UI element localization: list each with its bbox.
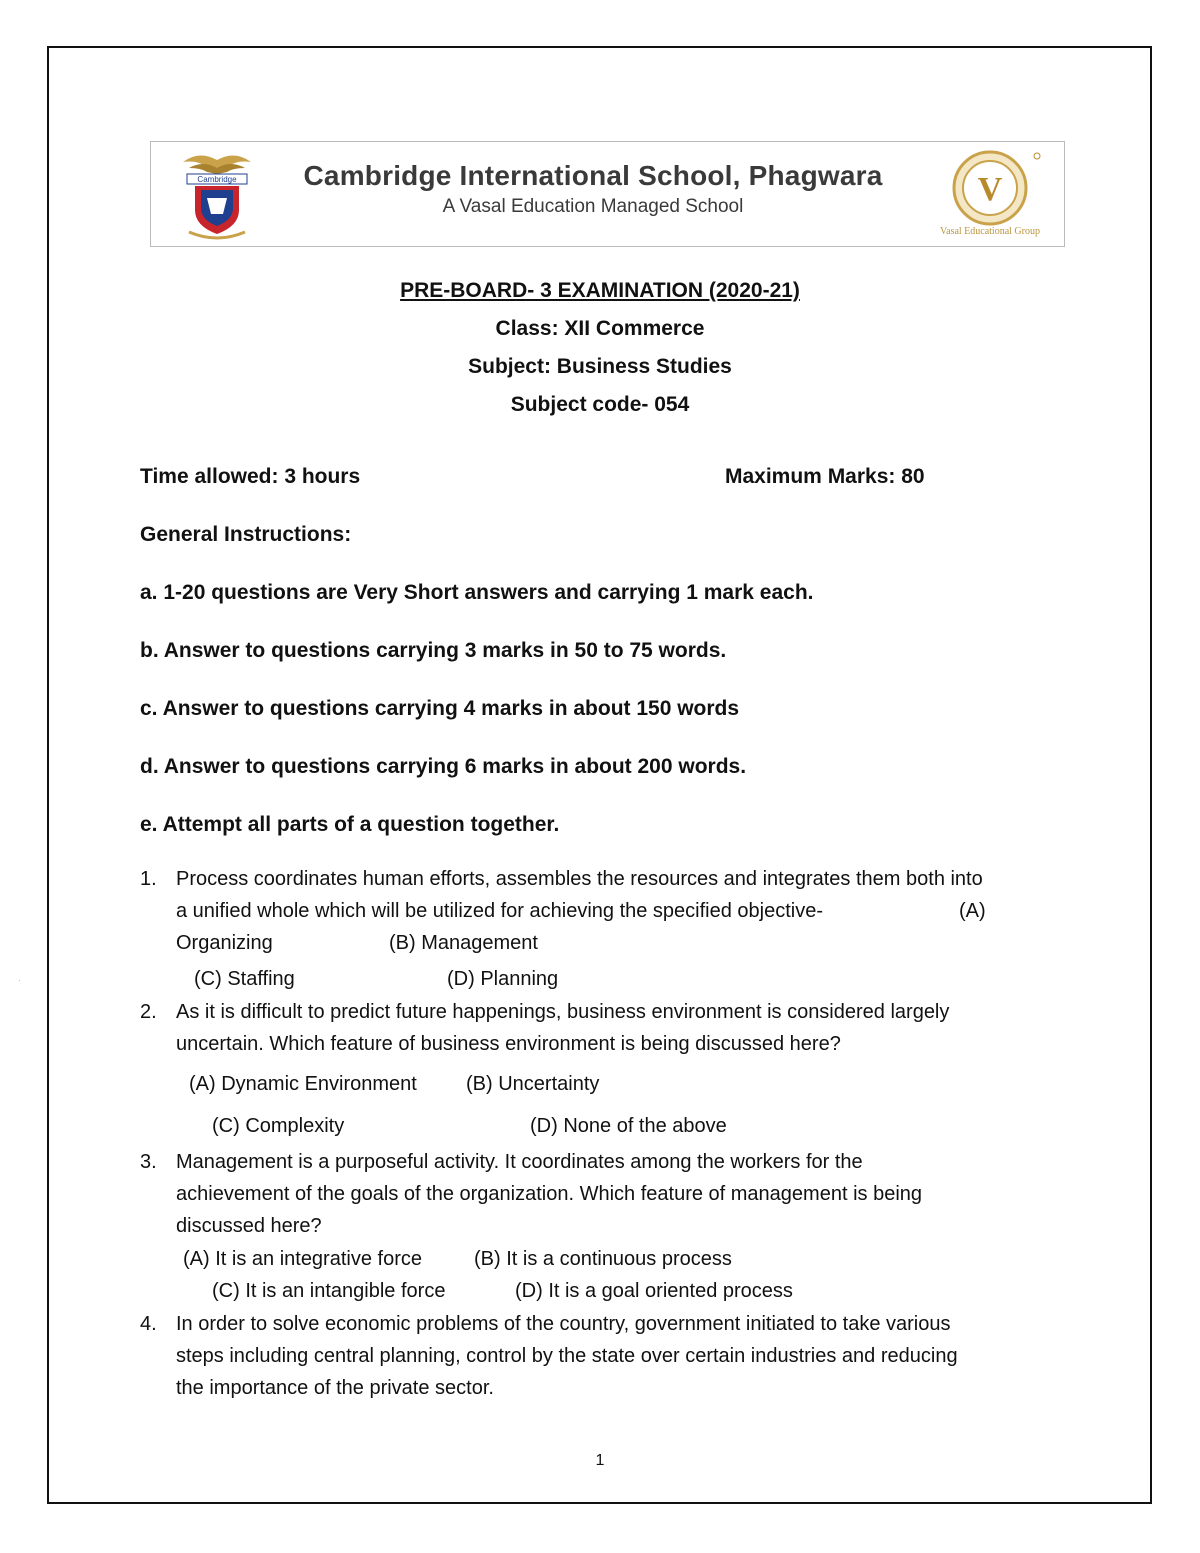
time-allowed: Time allowed: 3 hours xyxy=(140,465,361,488)
question-number: 2. xyxy=(140,1001,157,1023)
class-line: Class: XII Commerce xyxy=(495,317,705,340)
question-text-line: uncertain. Which feature of business environment is being discussed here? xyxy=(176,1033,841,1055)
option-c: (C) Staffing xyxy=(194,968,295,990)
question-text-line: Process coordinates human efforts, assembles the resources and integrates them both into xyxy=(176,868,983,890)
option-a-text: Organizing xyxy=(176,932,273,954)
letterhead xyxy=(150,141,1065,247)
stray-mark: · xyxy=(18,976,21,985)
seal-letter: V xyxy=(977,171,1003,208)
instruction-item: a. 1-20 questions are Very Short answers and carrying 1 mark each. xyxy=(140,581,814,604)
crest-label: Cambridge xyxy=(197,175,237,184)
instruction-item: c. Answer to questions carrying 4 marks in about 150 words xyxy=(140,697,740,720)
question-text-line: discussed here? xyxy=(176,1215,322,1237)
question-text-line: steps including central planning, control by the state over certain industries and reducing xyxy=(176,1345,958,1367)
option-c: (C) It is an intangible force xyxy=(212,1280,446,1302)
school-tagline: A Vasal Education Managed School xyxy=(442,196,744,217)
option-d: (D) None of the above xyxy=(530,1115,727,1137)
instruction-item: d. Answer to questions carrying 6 marks in about 200 words. xyxy=(140,755,747,778)
option-d: (D) It is a goal oriented process xyxy=(515,1280,793,1302)
maximum-marks: Maximum Marks: 80 xyxy=(725,465,925,488)
option-b: (B) It is a continuous process xyxy=(474,1248,732,1270)
question-number: 1. xyxy=(140,868,157,890)
instruction-item: e. Attempt all parts of a question together. xyxy=(140,813,560,836)
option-b: (B) Management xyxy=(389,932,538,954)
school-crest-icon xyxy=(179,148,255,242)
option-a: (A) Dynamic Environment xyxy=(189,1073,417,1095)
question-text-line: the importance of the private sector. xyxy=(176,1377,494,1399)
question-text-line: As it is difficult to predict future happenings, business environment is considered largely xyxy=(176,1001,950,1023)
option-a: (A) xyxy=(959,900,986,922)
instruction-item: b. Answer to questions carrying 3 marks in 50 to 75 words. xyxy=(140,639,727,662)
page-number: 1 xyxy=(595,1452,605,1469)
question-number: 4. xyxy=(140,1313,157,1335)
instructions-heading: General Instructions: xyxy=(140,523,352,546)
exam-title: PRE-BOARD- 3 EXAMINATION (2020-21) xyxy=(400,279,800,302)
question-number: 3. xyxy=(140,1151,157,1173)
subject-code-line: Subject code- 054 xyxy=(510,393,690,416)
question-text-line: In order to solve economic problems of the country, government initiated to take various xyxy=(176,1313,951,1335)
seal-caption: Vasal Educational Group xyxy=(940,226,1040,237)
question-text-line: achievement of the goals of the organization. Which feature of management is being xyxy=(176,1183,923,1205)
question-text-line: Management is a purposeful activity. It coordinates among the workers for the xyxy=(176,1151,863,1173)
option-a: (A) It is an integrative force xyxy=(183,1248,422,1270)
option-d: (D) Planning xyxy=(447,968,559,990)
option-b: (B) Uncertainty xyxy=(466,1073,600,1095)
question-text-line: a unified whole which will be utilized for achieving the specified objective- xyxy=(176,900,824,922)
school-name: Cambridge International School, Phagwara xyxy=(303,160,883,191)
subject-line: Subject: Business Studies xyxy=(468,355,732,378)
option-c: (C) Complexity xyxy=(212,1115,345,1137)
